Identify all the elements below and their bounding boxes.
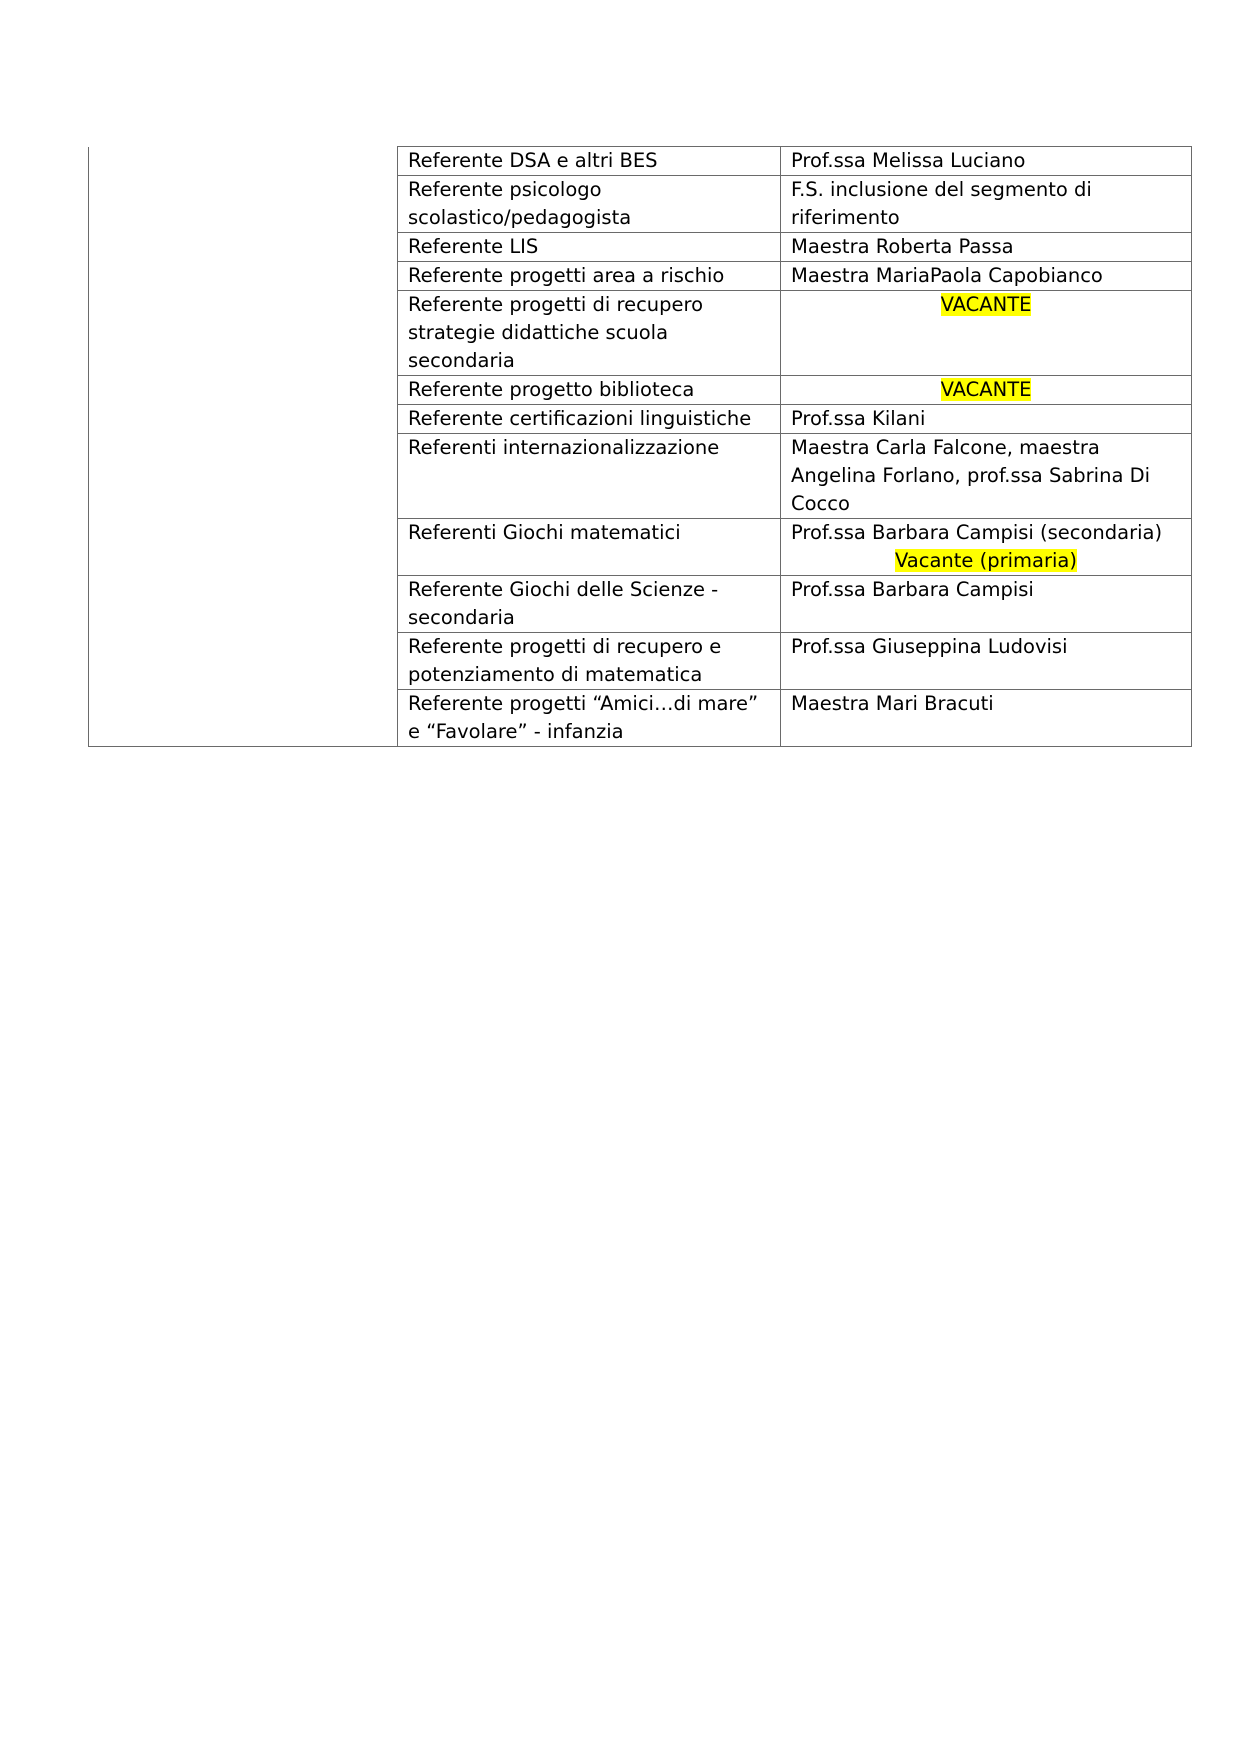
- person-cell-vacant: [781, 376, 1192, 405]
- person-cell: Prof.ssa Giuseppina Ludovisi: [781, 633, 1192, 690]
- role-cell: Referente DSA e altri BES: [398, 147, 781, 176]
- vacant-highlight: VACANTE: [940, 293, 1032, 316]
- vacant-highlight: VACANTE: [940, 378, 1032, 401]
- role-cell: Referente progetti “Amici…di mare” e “Favolare” - infanzia: [398, 690, 781, 747]
- person-cell: Maestra MariaPaola Capobianco: [781, 262, 1192, 291]
- person-cell: Maestra Carla Falcone, maestra Angelina Forlano, prof.ssa Sabrina Di Cocco: [781, 434, 1192, 519]
- person-cell: Prof.ssa Barbara Campisi: [781, 576, 1192, 633]
- person-cell: Prof.ssa Melissa Luciano: [781, 147, 1192, 176]
- role-cell: Referente LIS: [398, 233, 781, 262]
- role-cell: Referente progetto biblioteca: [398, 376, 781, 405]
- referenti-table: [88, 146, 1192, 747]
- person-cell: [781, 519, 1192, 576]
- table-row: [89, 147, 1192, 176]
- person-cell: Maestra Mari Bracuti: [781, 690, 1192, 747]
- person-cell-vacant: [781, 291, 1192, 376]
- role-cell: Referenti Giochi matematici: [398, 519, 781, 576]
- person-line: Prof.ssa Barbara Campisi (secondaria): [791, 521, 1163, 544]
- role-cell: Referenti internazionalizzazione: [398, 434, 781, 519]
- blank-left-cell: [89, 147, 398, 747]
- role-cell: Referente progetti area a rischio: [398, 262, 781, 291]
- person-cell: F.S. inclusione del segmento di riferimento: [781, 176, 1192, 233]
- role-cell: Referente progetti di recupero e potenziamento di matematica: [398, 633, 781, 690]
- vacant-highlight: Vacante (primaria): [894, 549, 1077, 572]
- person-cell: Prof.ssa Kilani: [781, 405, 1192, 434]
- role-cell: Referente certificazioni linguistiche: [398, 405, 781, 434]
- vacant-line: [791, 547, 1181, 575]
- person-cell: Maestra Roberta Passa: [781, 233, 1192, 262]
- role-cell: Referente psicologo scolastico/pedagogista: [398, 176, 781, 233]
- role-cell: Referente progetti di recupero strategie didattiche scuola secondaria: [398, 291, 781, 376]
- role-cell: Referente Giochi delle Scienze - secondaria: [398, 576, 781, 633]
